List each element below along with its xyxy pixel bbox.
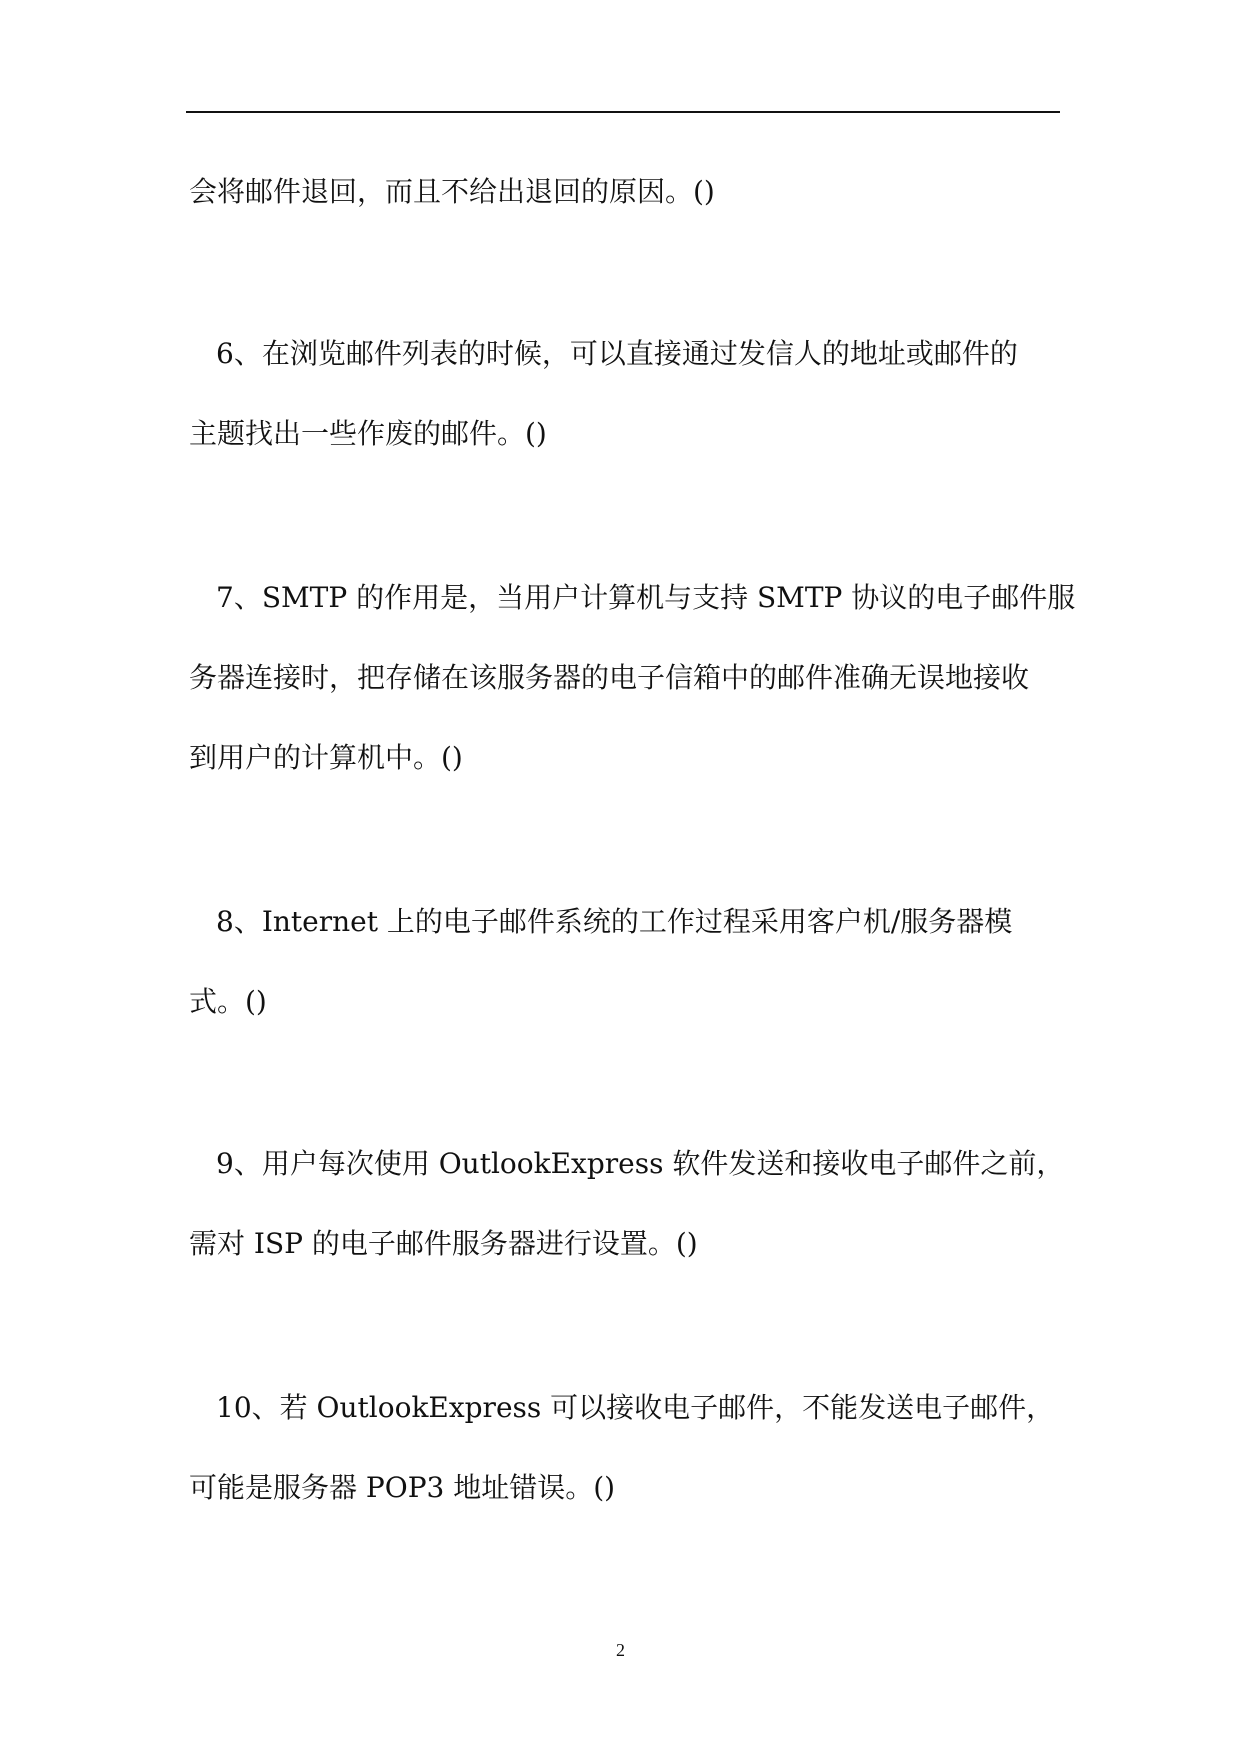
page-number: 2: [616, 1640, 625, 1660]
header-rule: [186, 111, 1060, 113]
item-6-line-2: 主题找出一些作废的邮件。(): [189, 417, 547, 450]
item-7-line-2: 务器连接时，把存储在该服务器的电子信箱中的邮件准确无误地接收: [189, 661, 1030, 694]
item-7-line-1: 7、SMTP 的作用是，当用户计算机与支持 SMTP 协议的电子邮件服: [216, 581, 1076, 614]
continuation-line: 会将邮件退回，而且不给出退回的原因。(): [189, 175, 715, 208]
item-8-line-2: 式。(): [189, 985, 267, 1018]
item-6-line-1: 6、在浏览邮件列表的时候，可以直接通过发信人的地址或邮件的: [216, 337, 1018, 370]
item-9-line-2: 需对 ISP 的电子邮件服务器进行设置。(): [189, 1227, 698, 1260]
item-10-line-2: 可能是服务器 POP3 地址错误。(): [189, 1471, 616, 1504]
item-8-line-1: 8、Internet 上的电子邮件系统的工作过程采用客户机/服务器模: [216, 905, 1013, 938]
item-9-line-1: 9、用户每次使用 OutlookExpress 软件发送和接收电子邮件之前，: [216, 1147, 1065, 1180]
item-7-line-3: 到用户的计算机中。(): [189, 741, 463, 774]
item-10-line-1: 10、若 OutlookExpress 可以接收电子邮件，不能发送电子邮件，: [216, 1391, 1055, 1424]
